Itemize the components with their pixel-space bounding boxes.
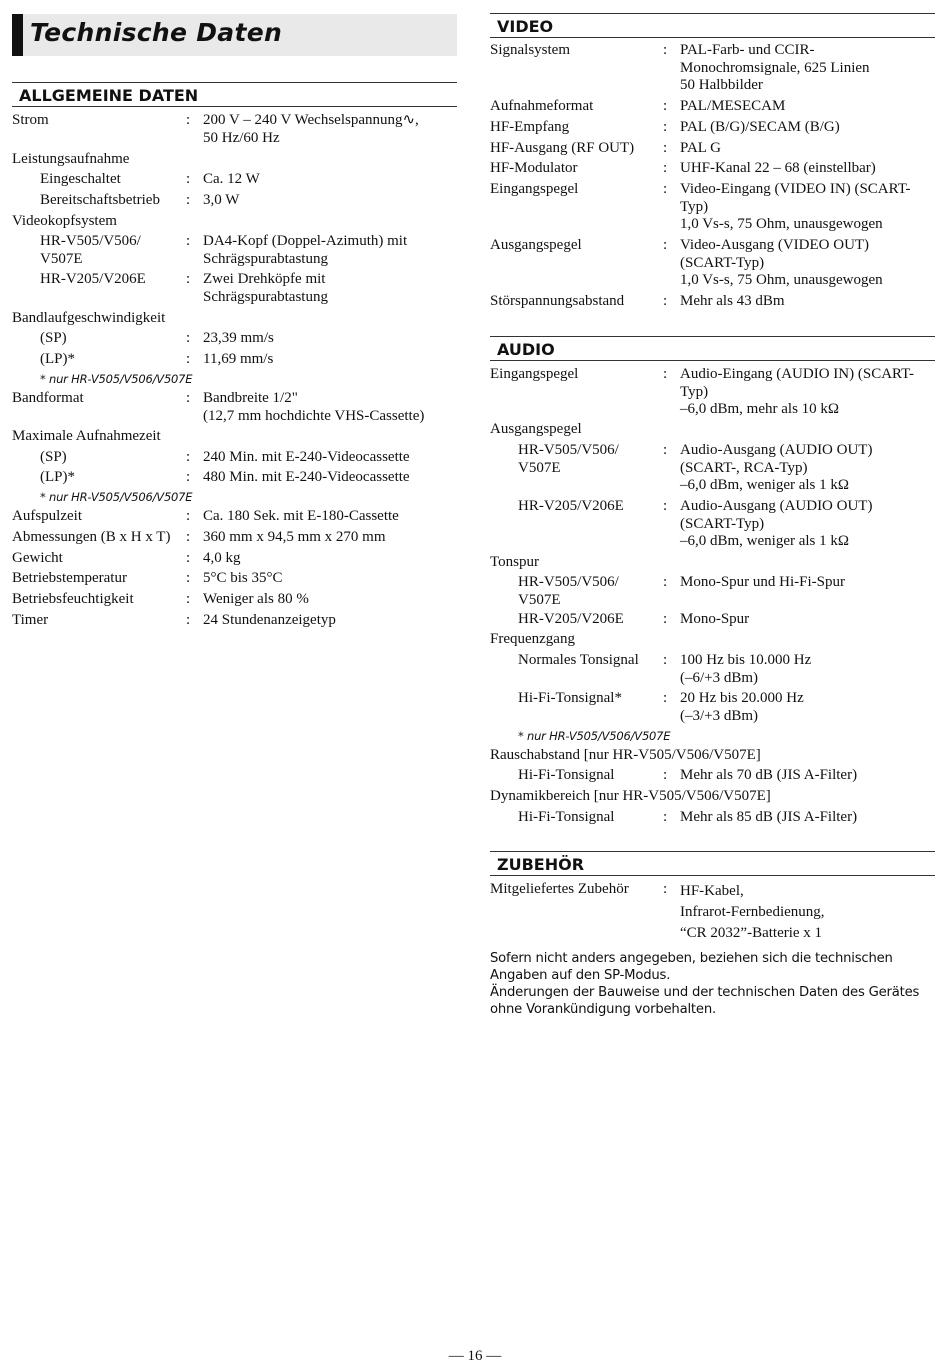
spec-key: Betriebstemperatur (12, 570, 127, 586)
spec-key: Eingangspegel (490, 181, 579, 197)
spec-colon: : (663, 42, 668, 58)
spec-key: HR-V505/V506/ V507E (518, 442, 619, 476)
spec-colon: : (186, 508, 191, 524)
spec-colon: : (663, 140, 668, 156)
spec-key: Bandlaufgeschwindigkeit (12, 310, 166, 326)
spec-key: HF-Ausgang (RF OUT) (490, 140, 635, 156)
spec-value: 24 Stundenanzeigetyp (203, 612, 336, 628)
spec-value: Mehr als 43 dBm (680, 293, 785, 309)
spec-colon: : (186, 330, 191, 346)
spec-key: (LP)* (40, 351, 75, 367)
section-audio (490, 336, 935, 361)
section-heading: VIDEO (490, 15, 935, 38)
spec-key: Signalsystem (490, 42, 571, 58)
spec-value: Video-Eingang (VIDEO IN) (SCART- Typ) 1,0 Vs-s, 75 Ohm, unausgewogen (680, 181, 911, 232)
spec-colon: : (186, 469, 191, 485)
footer-note-sp-mode: Sofern nicht anders angegeben, beziehen sich die technischen Angaben auf den SP-Modus. (490, 951, 893, 983)
spec-value: 4,0 kg (203, 550, 241, 566)
spec-key: HR-V205/V206E (518, 611, 624, 627)
spec-key: Ausgangspegel (490, 421, 582, 437)
spec-key: Normales Tonsignal (518, 652, 639, 668)
spec-colon: : (186, 112, 191, 128)
section-heading: ALLGEMEINE DATEN (12, 84, 457, 107)
spec-value: Audio-Ausgang (AUDIO OUT) (SCART-, RCA-Typ) –6,0 dBm, weniger als 1 kΩ (680, 442, 873, 493)
spec-key: Bandformat (12, 390, 84, 406)
spec-key: HF-Modulator (490, 160, 578, 176)
spec-value: HF-Kabel, Infrarot-Fernbedienung, “CR 2032”-Batterie x 1 (680, 883, 825, 941)
section-heading: AUDIO (490, 338, 935, 361)
spec-colon: : (663, 98, 668, 114)
spec-value: PAL/MESECAM (680, 98, 786, 114)
spec-key: HF-Empfang (490, 119, 570, 135)
spec-key: Ausgangspegel (490, 237, 582, 253)
spec-colon: : (663, 160, 668, 176)
spec-key: Hi-Fi-Tonsignal (518, 809, 615, 825)
spec-key: Eingangspegel (490, 366, 579, 382)
spec-value: Ca. 180 Sek. mit E-180-Cassette (203, 508, 399, 524)
spec-colon: : (186, 591, 191, 607)
spec-colon: : (186, 449, 191, 465)
spec-colon: : (663, 181, 668, 197)
spec-colon: : (663, 809, 668, 825)
section-zubehoer (490, 851, 935, 876)
spec-colon: : (663, 881, 668, 897)
spec-value: 240 Min. mit E-240-Videocassette (203, 449, 410, 465)
spec-value: Audio-Eingang (AUDIO IN) (SCART- Typ) –6,0 dBm, mehr als 10 kΩ (680, 366, 914, 417)
spec-colon: : (663, 690, 668, 706)
spec-key: Strom (12, 112, 49, 128)
spec-value: Bandbreite 1/2" (12,7 mm hochdichte VHS-Cassette) (203, 390, 425, 424)
spec-key: Betriebsfeuchtigkeit (12, 591, 134, 607)
footnote: * nur HR-V505/V506/V507E (518, 729, 671, 743)
spec-colon: : (186, 233, 191, 249)
spec-key: Gewicht (12, 550, 63, 566)
spec-value: 20 Hz bis 20.000 Hz (–3/+3 dBm) (680, 690, 804, 724)
spec-colon: : (186, 529, 191, 545)
spec-key: Tonspur (490, 554, 539, 570)
spec-value: DA4-Kopf (Doppel-Azimuth) mit Schrägspurabtastung (203, 233, 408, 267)
spec-value: PAL-Farb- und CCIR- Monochromsignale, 625 Linien 50 Halbbilder (680, 42, 870, 93)
spec-key: Timer (12, 612, 49, 628)
spec-colon: : (663, 767, 668, 783)
spec-value: 11,69 mm/s (203, 351, 274, 367)
spec-colon: : (186, 192, 191, 208)
spec-colon: : (186, 612, 191, 628)
page-number: — 16 — (448, 1348, 502, 1364)
spec-value: Mono-Spur (680, 611, 750, 627)
spec-key: Rauschabstand [nur HR-V505/V506/V507E] (490, 747, 761, 763)
spec-value: PAL G (680, 140, 721, 156)
spec-value: 100 Hz bis 10.000 Hz (–6/+3 dBm) (680, 652, 812, 686)
spec-value: Ca. 12 W (203, 171, 260, 187)
spec-colon: : (186, 171, 191, 187)
spec-key: Videokopfsystem (12, 213, 117, 229)
title-marker (12, 14, 23, 56)
spec-colon: : (663, 611, 668, 627)
spec-value: 5°C bis 35°C (203, 570, 283, 586)
spec-colon: : (663, 293, 668, 309)
spec-key: HR-V505/V506/ V507E (40, 233, 141, 267)
spec-key: Aufspulzeit (12, 508, 82, 524)
spec-colon: : (663, 237, 668, 253)
spec-key: Dynamikbereich [nur HR-V505/V506/V507E] (490, 788, 771, 804)
page-title: Technische Daten (30, 18, 283, 47)
spec-key: Bereitschaftsbetrieb (40, 192, 160, 208)
spec-value: Weniger als 80 % (203, 591, 309, 607)
spec-key: Eingeschaltet (40, 171, 121, 187)
spec-colon: : (663, 574, 668, 590)
page-title-bar (12, 14, 457, 56)
spec-colon: : (186, 271, 191, 287)
spec-value: 360 mm x 94,5 mm x 270 mm (203, 529, 386, 545)
spec-key: HR-V205/V206E (40, 271, 146, 287)
spec-key: Abmessungen (B x H x T) (12, 529, 171, 545)
spec-colon: : (663, 498, 668, 514)
spec-key: HR-V505/V506/ V507E (518, 574, 619, 608)
spec-value: Mehr als 70 dB (JIS A-Filter) (680, 767, 858, 783)
spec-colon: : (663, 119, 668, 135)
spec-key: (SP) (40, 449, 67, 465)
spec-value: Zwei Drehköpfe mit Schrägspurabtastung (203, 271, 328, 305)
spec-key: (SP) (40, 330, 67, 346)
spec-value: 480 Min. mit E-240-Videocassette (203, 469, 410, 485)
spec-value: Mono-Spur und Hi-Fi-Spur (680, 574, 846, 590)
spec-value: Mehr als 85 dB (JIS A-Filter) (680, 809, 858, 825)
spec-value: 3,0 W (203, 192, 240, 208)
spec-colon: : (186, 390, 191, 406)
spec-colon: : (663, 366, 668, 382)
spec-key: Frequenzgang (490, 631, 575, 647)
footer-note-changes: Änderungen der Bauweise und der technischen Daten des Gerätes ohne Vorankündigung vorbehalten. (490, 985, 920, 1017)
spec-colon: : (186, 351, 191, 367)
spec-colon: : (186, 570, 191, 586)
spec-colon: : (186, 550, 191, 566)
spec-value: 200 V – 240 V Wechselspannung∿, 50 Hz/60 Hz (203, 112, 419, 146)
spec-key: Mitgeliefertes Zubehör (490, 881, 629, 897)
section-allgemeine-daten (12, 82, 457, 107)
spec-key: Störspannungsabstand (490, 293, 625, 309)
spec-value: 23,39 mm/s (203, 330, 274, 346)
footnote: * nur HR-V505/V506/V507E (40, 490, 193, 504)
section-video (490, 13, 935, 38)
spec-value: Audio-Ausgang (AUDIO OUT) (SCART-Typ) –6,0 dBm, weniger als 1 kΩ (680, 498, 873, 549)
spec-key: Aufnahmeformat (490, 98, 594, 114)
spec-key: Maximale Aufnahmezeit (12, 428, 161, 444)
spec-value: UHF-Kanal 22 – 68 (einstellbar) (680, 160, 876, 176)
spec-value: PAL (B/G)/SECAM (B/G) (680, 119, 840, 135)
spec-key: Hi-Fi-Tonsignal (518, 767, 615, 783)
spec-colon: : (663, 652, 668, 668)
spec-colon: : (663, 442, 668, 458)
section-heading: ZUBEHÖR (490, 853, 935, 876)
spec-value: Video-Ausgang (VIDEO OUT) (SCART-Typ) 1,0 Vs-s, 75 Ohm, unausgewogen (680, 237, 883, 288)
spec-key: (LP)* (40, 469, 75, 485)
footnote: * nur HR-V505/V506/V507E (40, 372, 193, 386)
spec-key: HR-V205/V206E (518, 498, 624, 514)
spec-key: Leistungsaufnahme (12, 151, 130, 167)
spec-key: Hi-Fi-Tonsignal* (518, 690, 622, 706)
